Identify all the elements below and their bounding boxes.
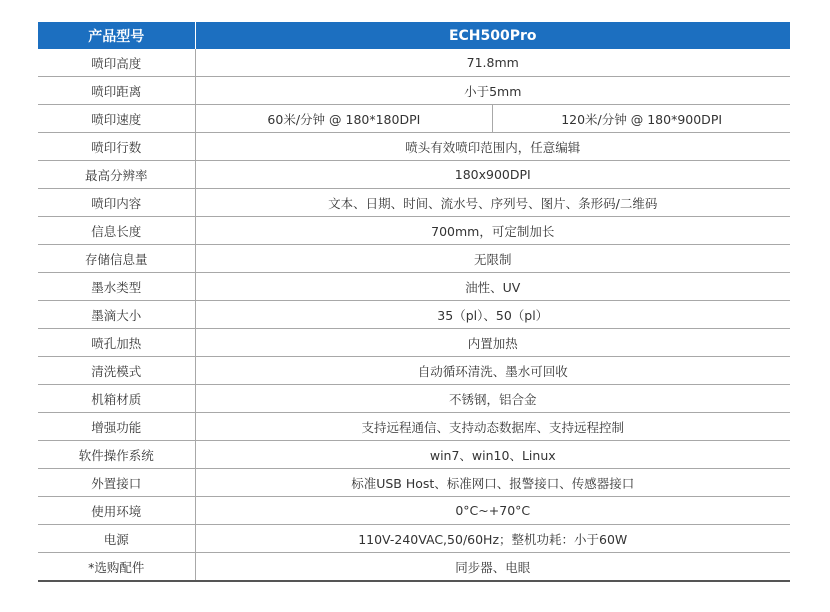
table-row <box>38 441 790 469</box>
row-value: win7、win10、Linux <box>195 441 790 469</box>
table-row <box>38 189 790 217</box>
row-label: 喷孔加热 <box>38 329 195 357</box>
row-value: 同步器、电眼 <box>195 553 790 582</box>
header-label: 产品型号 <box>38 22 195 49</box>
row-value: 71.8mm <box>195 49 790 77</box>
table-row <box>38 413 790 441</box>
table-row <box>38 49 790 77</box>
table-row <box>38 77 790 105</box>
row-value: 小于5mm <box>195 77 790 105</box>
row-label: 喷印速度 <box>38 105 195 133</box>
table-header-row <box>38 22 790 49</box>
row-label: 增强功能 <box>38 413 195 441</box>
table-row <box>38 217 790 245</box>
row-value: 内置加热 <box>195 329 790 357</box>
row-label: 喷印距离 <box>38 77 195 105</box>
row-value: 35（pl）、50（pl） <box>195 301 790 329</box>
row-label: 清洗模式 <box>38 357 195 385</box>
row-label: 喷印高度 <box>38 49 195 77</box>
table-row <box>38 329 790 357</box>
row-value: 油性、UV <box>195 273 790 301</box>
row-label: 喷印行数 <box>38 133 195 161</box>
row-label: 软件操作系统 <box>38 441 195 469</box>
table-row <box>38 273 790 301</box>
spec-table <box>38 22 790 582</box>
row-label: 使用环境 <box>38 497 195 525</box>
row-value: 不锈钢，铝合金 <box>195 385 790 413</box>
row-value: 文本、日期、时间、流水号、序列号、图片、条形码/二维码 <box>195 189 790 217</box>
table-row <box>38 525 790 553</box>
table-row <box>38 469 790 497</box>
header-model-value: ECH500Pro <box>195 22 790 49</box>
row-value: 700mm，可定制加长 <box>195 217 790 245</box>
row-label: 最高分辨率 <box>38 161 195 189</box>
row-label: *选购配件 <box>38 553 195 582</box>
table-row <box>38 357 790 385</box>
row-value: 喷头有效喷印范围内，任意编辑 <box>195 133 790 161</box>
row-value: 180x900DPI <box>195 161 790 189</box>
table-row <box>38 161 790 189</box>
row-label: 存储信息量 <box>38 245 195 273</box>
table-row <box>38 245 790 273</box>
row-label: 机箱材质 <box>38 385 195 413</box>
row-value: 0°C~+70°C <box>195 497 790 525</box>
table-row <box>38 553 790 582</box>
row-label: 信息长度 <box>38 217 195 245</box>
row-label: 墨滴大小 <box>38 301 195 329</box>
row-value: 无限制 <box>195 245 790 273</box>
row-label: 外置接口 <box>38 469 195 497</box>
table-row <box>38 105 790 133</box>
row-value: 支持远程通信、支持动态数据库、支持远程控制 <box>195 413 790 441</box>
row-value-left: 60米/分钟 @ 180*180DPI <box>196 105 494 132</box>
row-label: 墨水类型 <box>38 273 195 301</box>
table-row <box>38 301 790 329</box>
row-value-right: 120米/分钟 @ 180*900DPI <box>561 111 723 127</box>
row-label: 电源 <box>38 525 195 553</box>
row-label: 喷印内容 <box>38 189 195 217</box>
row-value-split <box>195 105 790 133</box>
table-row <box>38 497 790 525</box>
row-value: 标准USB Host、标准网口、报警接口、传感器接口 <box>195 469 790 497</box>
table-row <box>38 133 790 161</box>
row-value: 自动循环清洗、墨水可回收 <box>195 357 790 385</box>
table-row <box>38 385 790 413</box>
row-value: 110V-240VAC,50/60Hz；整机功耗：小于60W <box>195 525 790 553</box>
